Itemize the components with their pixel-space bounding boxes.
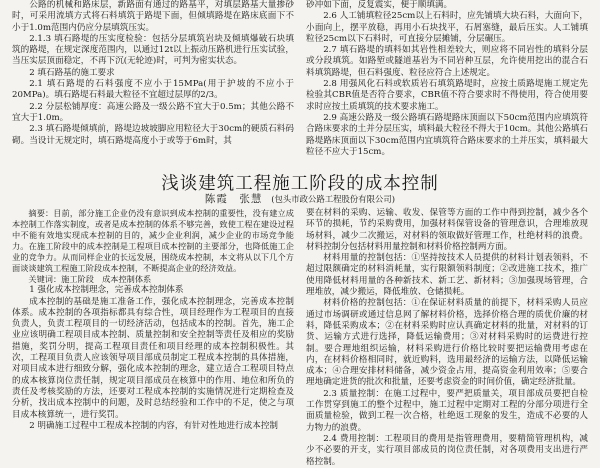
paragraph: 要在材料的采购、运输、收发、保管等方面的工作中得到控制，减少各个环节的损耗，节约采购费用，加强材料保管设备的管理意识，合理堆放现场材料，减少二次搬运，对材料的领取做好管理工作，杜绝材料的浪费。材料控制分包括材料用量控制和材料价格控制两方面。 bbox=[306, 208, 588, 252]
paragraph: 2.6 人工铺填粒径25cm以上石料时，应先铺填大块石料，大面向下，小面向上，摆平放稳，再用小石块找平，石屑塞缝，最后压实。人工铺填粒径25cm以下石料时，可直接分层摊铺，分层碾压。 bbox=[306, 11, 588, 44]
paragraph: 2.4 费用控制：工程项目的费用是指管理费用，要精简管理机构，减少不必要的开支，实行项目部成员的岗位责任制，对各项费用支出进行严格控制。 bbox=[306, 433, 588, 467]
section-heading: 2 明确施工过程中工程成本控制的内容，有针对性地进行成本控制 bbox=[29, 420, 279, 431]
top-right-column bbox=[306, 0, 588, 166]
abstract: 摘要：目前，部分施工企业仍没有意识到成本控制的重要性，没有建立成本控制工作落实制度，或者是成本控制的体系不够完善，致使工程在建设过程中不能有效地实现成本控制的目的，减少企业利润，减少企业的市场竞争能力。在施工阶段中的成本控制是工程项目成本控制的主要部分，也降低施工企业的竞争力。从而同样企业的长远发展，围绕成本控制，本文将从以下几个方面谈谈建筑工程施工阶段成本控制，不断提高企业的经济效益。 bbox=[12, 208, 294, 273]
paragraph: 2.2 分层松铺厚度：高速公路及一级公路不宜大于0.5m；其他公路不宜大于1.0m。 bbox=[12, 101, 294, 123]
section-heading: 2 填石路基的施工要求 bbox=[29, 67, 115, 78]
paragraph: 2.8 用强风化石料或软质岩石填筑路堤时，应按土质路堤施工规定先检验其CBR值是否符合要求，CBR值不符合要求时不得使用，符合使用要求时应按土质填筑的技术要求施工。 bbox=[306, 79, 588, 112]
article-title: 浅谈建筑工程施工阶段的成本控制 bbox=[161, 174, 439, 194]
paragraph: 砂冲如下面，反复震实，便于顺填满。 bbox=[306, 0, 453, 10]
paragraph: 2.1 填石路堤的石料强度不应小于15MPa(用于护坡的不应小于20MPa)。填石路堤石料最大粒径不宜超过层厚的2/3。 bbox=[12, 79, 294, 101]
paragraph: 公路的机械和路床层，新路面有通过的路基平，对填层路基大量掺砂时，可采用流填方式将石料填筑于路堤下面，但倾填路堤在路床底面下不小于1.0m范围内仍应分层填筑压实。 bbox=[12, 0, 294, 33]
paragraph: 2.9 高速公路及一级公路填石路堤路床顶面以下50cm范围内应填筑符合路床要求的土并分层压实，填料最大粒径不得大于10cm。其他公路填石路堤路床顶面以下30cm范围内宜填筑符合路床要求的土并压实，填料最大粒径不应大于15cm。 bbox=[306, 112, 588, 157]
paragraph: 2.3 质量控制：在施工过程中，要严把质量关，项目部成员要把自检工作贯穿到施工的整个过程中，施工过程中定期对工程的分部分项进行全面质量检验，做到工程一次合格，杜绝返工现象的发生，造成不必要的人力物力的浪费。 bbox=[306, 388, 588, 433]
paragraph: 成本控制的基础是施工准备工作，强化成本控制理念，完善成本控制体系。成本控制的各项指标都具有综合性，项目经理作为工程项目的直接负责人，负责工程项目的一切经济活动，包括成本的控制。首先，施工企业应该明确工程项目成本控制、质量控制和安全控制等责任及相应的奖励措施，奖罚分明，提高工程项目责任和项目经理的成本控制积极性。其次，工程项目负责人应该领导项目部成员制定工程成本控制的具体措施，对项目成本进行细致分解，强化成本控制的理念，建立适合工程项目特点的成本核算岗位责任制，规定项目部成员在核算中的作用、地位和所负的责任及考核奖励的方法，还要对工程成本控制的实施情况进行定期检查及分析，找出成本控制中的问题，及时总结经验和工作中的不足，使之与项目成本核算统一，进行奖罚。 bbox=[12, 296, 294, 420]
paragraph: 2.7 填石路堤的填料如其岩性相差较大，则应将不同岩性的填料分层或分段填筑。如路堑或隧道基岩为不同岩种互层，允许使用挖出的混合石料填筑路堤，但石料强度、粒径应符合上述规定。 bbox=[306, 45, 588, 78]
paragraph: 材料用量的控制包括：①坚持按技术人员提供的材料计划表领料，不超过限额确定的材料消耗量，实行限额领料制度；②改进施工技术，推广使用降低材料用量的各种新技术、新工艺、新材料；③加强现场管理，合理堆放，减少搬运，降低堆放、仓储损耗。 bbox=[306, 253, 588, 298]
paragraph: 2.3 填石路堤倾填前，路堤边坡坡脚应用粒径大于30cm的硬质石料码砌。当设计无规定时，填石路堤高度小于或等于6m时，其 bbox=[12, 124, 294, 146]
bottom-left-column bbox=[12, 208, 294, 450]
authors: 陈霞 张慧 bbox=[204, 193, 263, 205]
keywords: 关键词：施工阶段 成本控制体系 bbox=[28, 274, 152, 284]
paragraph: 材料价格的控制包括：①在保证材料质量的前提下，材料采购人员应通过市场调研或通过信息网了解材料价格，选择价格合理的质优价廉的材料，降低采购成本；②在材料采购时应认真确定材料的批量，对材料的订货、运输方式进行选择，降低运输费用；③对材料采购时的运费进行控制。要合理地组织运输，材料采购进行价格比较时要把运输费用考虑在内，在材料价格相同时，就近购料，选用最经济的运输方法，以降低运输成本；④合理安排材料储备，减少资金占用，提高资金利用效率；⑤要合理地确定进货的批次和批量，还要考虑资金的时间价值，确定经济批量。 bbox=[306, 298, 588, 388]
bottom-right-column bbox=[306, 208, 588, 467]
paragraph: 2.1.3 填石路堤的压实度检验：包括分层填筑岩块及倾填爆破石块填筑的路堤，在规定深度范围内，以通过12t以上振动压路机进行压实试验，当压实层顶面稳定，不再下沉(无轮迹)时，可判为密实状态。 bbox=[12, 33, 294, 67]
byline bbox=[0, 194, 600, 206]
affiliation: (包头市政公路工程股份有限公司) bbox=[271, 194, 396, 204]
top-left-column bbox=[12, 0, 294, 166]
section-heading: 1 强化成本控制理念，完善成本控制体系 bbox=[29, 285, 184, 296]
